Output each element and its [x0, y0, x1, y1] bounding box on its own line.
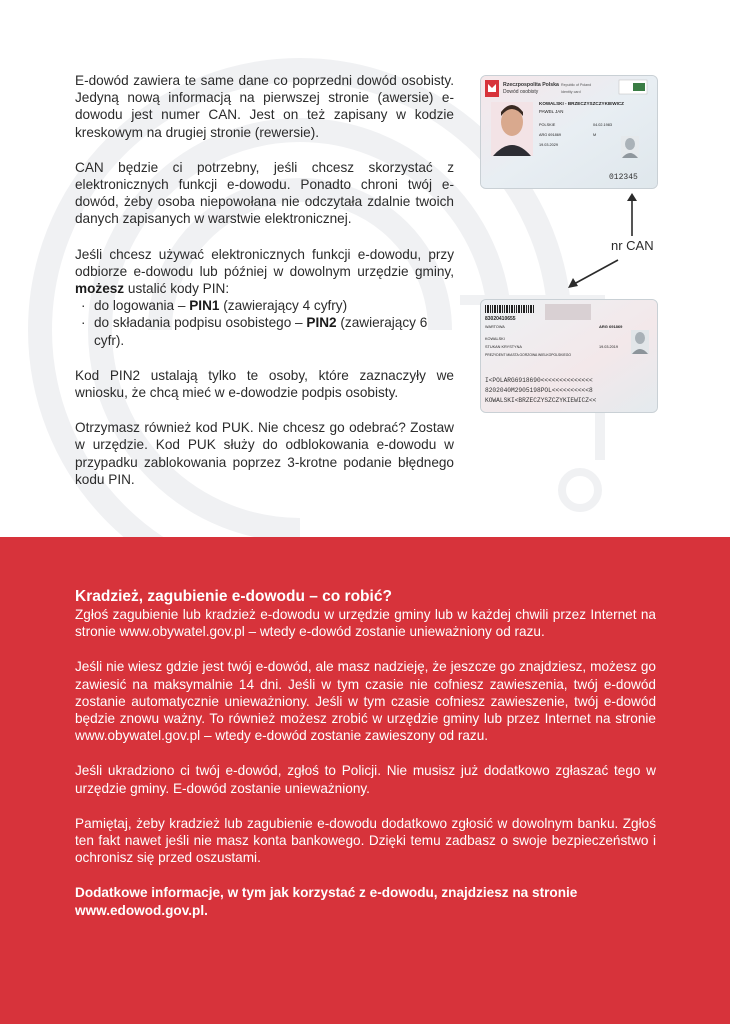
- svg-text:04.02.1983: 04.02.1983: [593, 123, 613, 127]
- svg-text:STUKAN KRYSTYNA: STUKAN KRYSTYNA: [485, 345, 522, 349]
- svg-text:19.03.2019: 19.03.2019: [599, 345, 619, 349]
- svg-text:Identity card: Identity card: [561, 90, 581, 94]
- arrow-up-icon: [625, 192, 639, 236]
- theft-paragraph-3: Jeśli ukradziono ci twój e-dowód, zgłoś to Policji. Nie musisz już dodatkowo zgłaszać tego w urzędzie gminy. E-dowód zostanie unieważniony.: [75, 763, 656, 796]
- theft-text: [75, 587, 656, 937]
- pin-list: [75, 297, 454, 349]
- section-heading: Kradzież, zagubienie e-dowodu – co robić?: [75, 588, 392, 605]
- list-item-pin2: · do składania podpisu osobistego – PIN2 (zawierający 6 cyfr).: [75, 314, 454, 348]
- intro-paragraph-1: E-dowód zawiera te same dane co poprzedni dowód osobisty. Jedyną nową informacją na pierwszej stronie (awersie) e-dowodu jest numer CAN. Jest on też zapisany w kodzie kreskowym na drugiej stronie (rewersie).: [75, 73, 454, 140]
- pin-intro-end: ustalić kody PIN:: [124, 281, 230, 297]
- svg-text:I<POLARG6918690<<<<<<<<<<<<<<: I<POLARG6918690<<<<<<<<<<<<<<: [485, 377, 593, 384]
- intro-paragraph-2: CAN będzie ci potrzebny, jeśli chcesz skorzystać z elektronicznych funkcji e-dowodu. Ponadto chroni twój e-dowód, żeby osoba niepowołana nie odczytała zdalnie twoich danych zapisanych w warstwie elektronicznej.: [75, 159, 454, 227]
- svg-text:WARTOWA: WARTOWA: [485, 325, 505, 329]
- arrow-down-left-icon: [566, 258, 620, 290]
- pin-intro-bold: możesz: [75, 281, 125, 297]
- intro-paragraph-5: Otrzymasz również kod PUK. Nie chcesz go odebrać? Zostaw w urzędzie. Kod PUK służy do odblokowania e-dowodu w przypadku zablokowania poprzez 3-krotne podanie błędnego kodu PIN.: [75, 420, 454, 487]
- svg-text:012345: 012345: [609, 173, 638, 182]
- svg-text:Dowód osobisty: Dowód osobisty: [503, 89, 539, 95]
- svg-text:PAWEŁ JAN: PAWEŁ JAN: [539, 109, 564, 114]
- svg-text:83020410655: 83020410655: [485, 316, 516, 322]
- svg-text:M: M: [593, 133, 597, 137]
- svg-text:KOWALSKI - BRZECZYSZCZYKIEWICZ: KOWALSKI - BRZECZYSZCZYKIEWICZ: [539, 101, 624, 106]
- list-item-pin1: · do logowania – PIN1 (zawierający 4 cyfry): [75, 297, 454, 314]
- svg-text:Rzeczpospolita Polska: Rzeczpospolita Polska: [503, 82, 559, 88]
- svg-text:KOWALSKI: KOWALSKI: [485, 337, 505, 341]
- more-info-paragraph: Dodatkowe informacje, w tym jak korzystać z e-dowodu, znajdziesz na stronie www.edowod.gov.pl.: [75, 885, 578, 918]
- intro-paragraph-4: Kod PIN2 ustalają tylko te osoby, które zaznaczyły we wniosku, że chcą mieć w e-dowodzie podpis osobisty.: [75, 367, 454, 401]
- id-card-back-graphic: [481, 300, 657, 412]
- id-card-front-image: [480, 75, 658, 189]
- intro-paragraph-3: [75, 246, 454, 349]
- svg-text:19.03.2029: 19.03.2029: [539, 143, 559, 147]
- intro-text: [75, 72, 454, 506]
- theft-paragraph-1: Zgłoś zagubienie lub kradzież e-dowodu w urzędzie gminy lub w każdej chwili przez Internet na stronie www.obywatel.gov.pl – wtedy e-dowód zostanie unieważniony od razu.: [75, 607, 656, 640]
- svg-text:Republic of Poland: Republic of Poland: [561, 83, 592, 87]
- svg-text:PREZYDENT MIASTA GORZOWA WIELK: PREZYDENT MIASTA GORZOWA WIELKOPOLSKIEGO: [485, 353, 572, 357]
- id-card-front-graphic: [481, 76, 657, 188]
- svg-text:ARG 691869: ARG 691869: [599, 324, 623, 329]
- svg-text:ARG 691869: ARG 691869: [539, 133, 561, 137]
- theft-loss-section: [0, 537, 730, 1024]
- pin-intro-text: Jeśli chcesz używać elektronicznych funkcji e-dowodu, przy odbiorze e-dowodu lub później w dowolnym urzędzie gminy,: [75, 246, 454, 279]
- svg-text:8202040M2905198POL<<<<<<<<<<8: 8202040M2905198POL<<<<<<<<<<8: [485, 387, 593, 394]
- theft-paragraph-4: Pamiętaj, żeby kradzież lub zagubienie e-dowodu dodatkowo zgłosić w dowolnym banku. Zgłoś ten fakt nawet jeśli nie masz konta bankowego. Dzięki temu zadbasz o swoje bezpieczeństwo i ochronisz się przed oszustami.: [75, 815, 656, 866]
- id-card-back-image: [480, 299, 658, 413]
- theft-paragraph-2: Jeśli nie wiesz gdzie jest twój e-dowód, ale masz nadzieję, że jeszcze go znajdziesz, możesz go zawiesić na maksymalnie 14 dni. Jeśli w tym czasie nie cofniesz zawieszenia, twój e-dowód zostanie automatycznie unieważniony. Jeśli w tym czasie cofniesz zawieszenie, twój e-dowód będzie znowu ważny. To również możesz zrobić w urzędzie gminy lub przez Internet na stronie www.obywatel.gov.pl – wtedy e-dowód zostanie zawieszony od razu.: [75, 659, 656, 744]
- can-number-label: nr CAN: [611, 238, 654, 253]
- svg-text:POLSKIE: POLSKIE: [539, 123, 556, 127]
- svg-text:KOWALSKI<BRZECZYSZCZYKIEWICZ<<: KOWALSKI<BRZECZYSZCZYKIEWICZ<<: [485, 397, 597, 404]
